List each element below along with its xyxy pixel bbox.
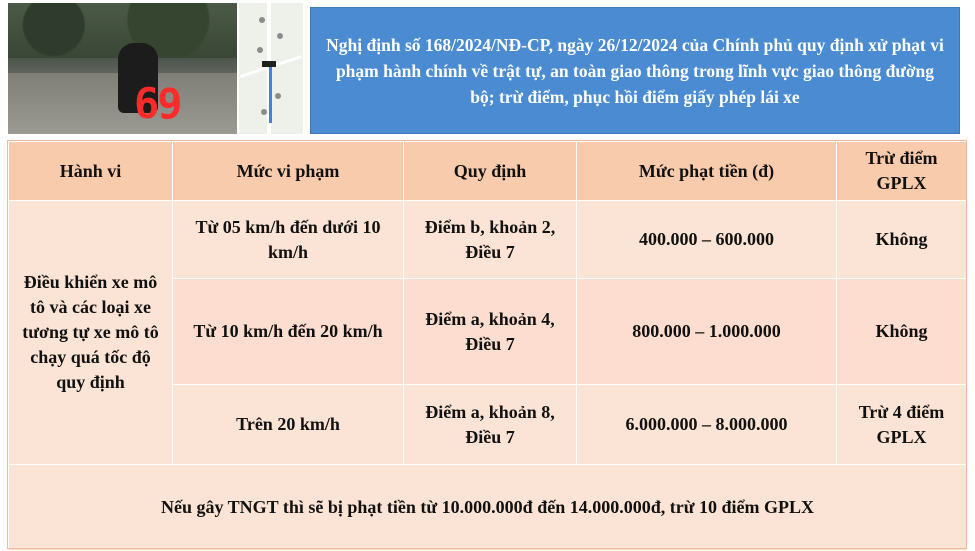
penalty-table xyxy=(8,141,967,551)
speed-reading: 69 xyxy=(134,79,181,128)
decree-title-box xyxy=(310,7,960,134)
violation-level: Từ 05 km/h đến dưới 10 km/h xyxy=(173,201,404,279)
speed-camera-photo xyxy=(8,3,237,134)
license-points: Không xyxy=(837,279,967,385)
behavior-cell: Điều khiển xe mô tô và các loại xe tương tự xe mô tô chạy quá tốc độ quy định xyxy=(9,201,173,465)
regulation-ref: Điểm b, khoản 2, Điều 7 xyxy=(404,201,577,279)
decree-title: Nghị định số 168/2024/NĐ-CP, ngày 26/12/2024 của Chính phủ quy định xử phạt vi phạm hành chính về trật tự, an toàn giao thông trong lĩnh vực giao thông đường bộ; trừ điểm, phục hồi điểm giấy phép lái xe xyxy=(326,34,944,107)
table-header-row xyxy=(9,142,967,201)
map-pin-icon xyxy=(275,93,281,99)
column-header: Mức phạt tiền (đ) xyxy=(577,142,837,201)
map-vehicle-icon xyxy=(262,61,276,67)
fine-amount: 800.000 – 1.000.000 xyxy=(577,279,837,385)
column-header: Hành vi xyxy=(9,142,173,201)
fine-amount: 400.000 – 600.000 xyxy=(577,201,837,279)
location-map xyxy=(239,3,303,134)
license-points: Không xyxy=(837,201,967,279)
license-points: Trừ 4 điểm GPLX xyxy=(837,385,967,465)
violation-level: Trên 20 km/h xyxy=(173,385,404,465)
column-header: Quy định xyxy=(404,142,577,201)
regulation-ref: Điểm a, khoản 8, Điều 7 xyxy=(404,385,577,465)
column-header: Trừ điểm GPLX xyxy=(837,142,967,201)
fine-amount: 6.000.000 – 8.000.000 xyxy=(577,385,837,465)
footnote: Nếu gây TNGT thì sẽ bị phạt tiền từ 10.000.000đ đến 14.000.000đ, trừ 10 điểm GPLX xyxy=(9,465,967,551)
violation-level: Từ 10 km/h đến 20 km/h xyxy=(173,279,404,385)
map-pin-icon xyxy=(277,33,283,39)
map-pin-icon xyxy=(257,47,263,53)
table-row xyxy=(9,201,967,279)
map-route xyxy=(269,63,272,123)
map-pin-icon xyxy=(261,109,267,115)
map-pin-icon xyxy=(259,17,265,23)
regulation-ref: Điểm a, khoản 4, Điều 7 xyxy=(404,279,577,385)
column-header: Mức vi phạm xyxy=(173,142,404,201)
footnote-row xyxy=(9,465,967,551)
